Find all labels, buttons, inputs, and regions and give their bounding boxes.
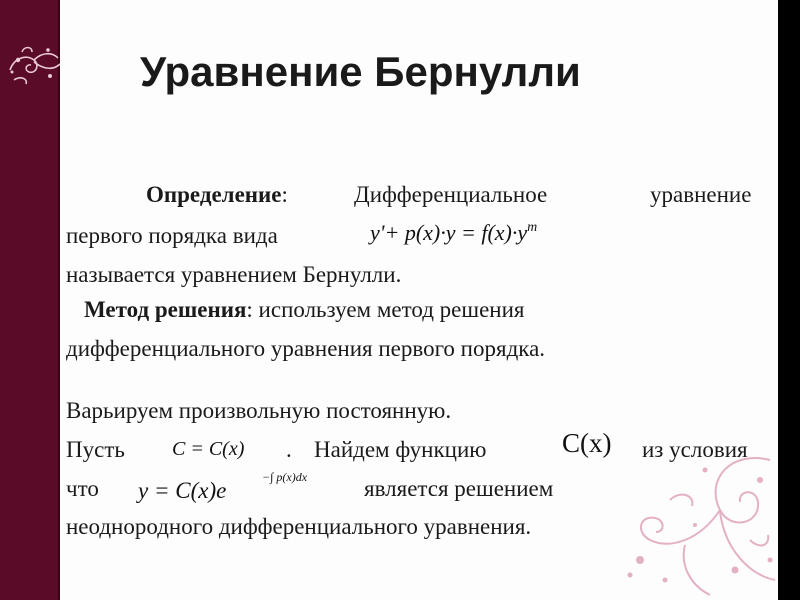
sidebar [0,0,60,600]
solution-formula: y = C(x)e [138,478,227,503]
definition-label: Определение [146,182,282,207]
flourish-ornament-icon [4,40,62,90]
last-line: неоднородного дифференциального уравнения. [66,514,532,539]
bernoulli-formula-main: y'+ p(x)·y = f(x)·y [370,220,528,245]
let-word: Пусть [66,437,125,462]
flourish-corner-ornament-icon [610,440,778,600]
bernoulli-formula [370,220,537,246]
bernoulli-formula-exponent: m [527,220,538,235]
method-line [84,297,524,323]
definition-line [146,182,288,208]
vary-line: Варьируем произвольную постоянную. [66,398,452,423]
that-word: что [66,476,99,501]
method-label: Метод решения [84,297,247,322]
is-solution-text: является решением [364,476,554,501]
definition-line-2: первого порядка вида [66,223,278,248]
method-line-2: дифференциального уравнения первого порядка. [66,336,546,361]
sidebar-divider [58,0,60,600]
method-text: : используем метод решения [246,297,525,322]
condition-text: из условия [642,437,748,462]
c-function-formula: C(x) [562,428,612,458]
find-function-text: Найдем функцию [314,437,487,462]
definition-colon: : [281,182,288,207]
c-equation-formula: C = C(x) [172,438,245,460]
let-dot: . [286,437,292,462]
solution-formula-exponent: −∫ p(x)dx [262,470,308,484]
definition-text-2: уравнение [650,182,752,207]
definition-line-3: называется уравнением Бернулли. [66,262,402,287]
page-title: Уравнение Бернулли [140,48,581,95]
definition-text-1: Дифференциальное [354,182,548,207]
